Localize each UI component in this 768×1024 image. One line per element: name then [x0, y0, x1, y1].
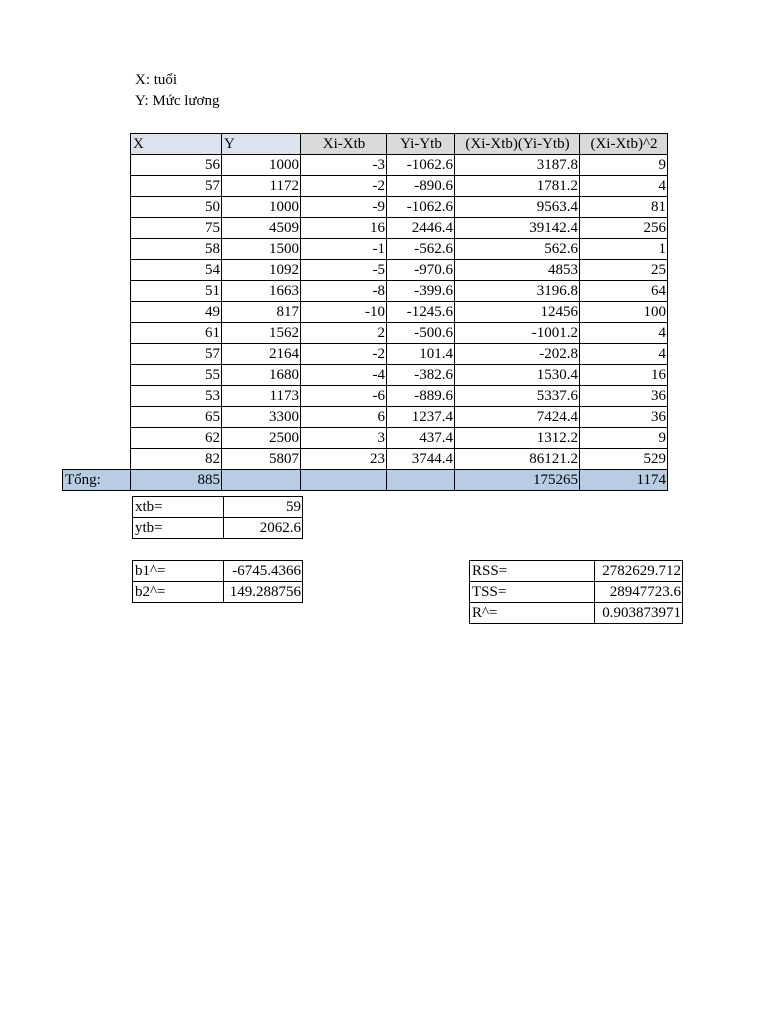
row-spacer	[63, 302, 131, 323]
cell-cross-product[interactable]: 7424.4	[455, 407, 580, 428]
b2-row	[133, 582, 303, 603]
table-row	[63, 260, 668, 281]
row-spacer	[63, 176, 131, 197]
cell-y-deviation[interactable]: 2446.4	[387, 218, 455, 239]
goodness-of-fit-table	[469, 560, 683, 624]
table-row	[63, 302, 668, 323]
xtb-value[interactable]: 59	[224, 497, 303, 518]
cell-cross-product[interactable]: 1312.2	[455, 428, 580, 449]
cell-x-deviation-squared[interactable]: 81	[580, 197, 668, 218]
cell-cross-product[interactable]: 4853	[455, 260, 580, 281]
cell-x-deviation-squared[interactable]: 100	[580, 302, 668, 323]
cell-cross-product[interactable]: 9563.4	[455, 197, 580, 218]
table-row	[63, 344, 668, 365]
cell-y-deviation[interactable]: -890.6	[387, 176, 455, 197]
ytb-value[interactable]: 2062.6	[224, 518, 303, 539]
cell-y[interactable]: 5807	[222, 449, 301, 470]
cell-y-deviation[interactable]: -382.6	[387, 365, 455, 386]
cell-cross-product[interactable]: 1530.4	[455, 365, 580, 386]
cell-x-deviation[interactable]: 2	[301, 323, 387, 344]
table-row	[63, 176, 668, 197]
cell-x-deviation-squared[interactable]: 25	[580, 260, 668, 281]
r-squared-label[interactable]: R^=	[470, 603, 595, 624]
r-squared-row	[470, 603, 683, 624]
cell-y[interactable]: 1680	[222, 365, 301, 386]
row-spacer	[63, 344, 131, 365]
table-row	[63, 365, 668, 386]
total-label[interactable]: Tổng:	[63, 470, 131, 491]
cell-y-deviation[interactable]: -970.6	[387, 260, 455, 281]
cell-x-deviation[interactable]: -8	[301, 281, 387, 302]
cell-y-deviation[interactable]: -562.6	[387, 239, 455, 260]
cell-x-deviation[interactable]: -6	[301, 386, 387, 407]
b1-label[interactable]: b1^=	[133, 561, 224, 582]
total-y-cell[interactable]	[222, 470, 301, 491]
rss-label[interactable]: RSS=	[470, 561, 595, 582]
row-spacer	[63, 407, 131, 428]
cell-x-deviation[interactable]: -1	[301, 239, 387, 260]
cell-y-deviation[interactable]: -399.6	[387, 281, 455, 302]
cell-y[interactable]: 1172	[222, 176, 301, 197]
cell-y[interactable]: 4509	[222, 218, 301, 239]
cell-y-deviation[interactable]: 3744.4	[387, 449, 455, 470]
cell-x[interactable]: 82	[131, 449, 222, 470]
cell-y-deviation[interactable]: -1062.6	[387, 155, 455, 176]
cell-x-deviation-squared[interactable]: 64	[580, 281, 668, 302]
xtb-label[interactable]: xtb=	[133, 497, 224, 518]
table-row	[63, 197, 668, 218]
cell-x-deviation[interactable]: 16	[301, 218, 387, 239]
cell-y[interactable]: 1000	[222, 197, 301, 218]
cell-y[interactable]: 2164	[222, 344, 301, 365]
b2-value[interactable]: 149.288756	[224, 582, 303, 603]
cell-y-deviation[interactable]: 1237.4	[387, 407, 455, 428]
cell-x-deviation[interactable]: 6	[301, 407, 387, 428]
row-spacer	[63, 428, 131, 449]
cell-y-deviation[interactable]: -1245.6	[387, 302, 455, 323]
cell-x-deviation[interactable]: -10	[301, 302, 387, 323]
cell-x-deviation-squared[interactable]: 4	[580, 176, 668, 197]
row-spacer	[63, 386, 131, 407]
rss-value[interactable]: 2782629.712	[595, 561, 683, 582]
table-row	[63, 239, 668, 260]
cell-x-deviation[interactable]: 23	[301, 449, 387, 470]
cell-x-deviation[interactable]: -9	[301, 197, 387, 218]
header-cross-product[interactable]: (Xi-Xtb)(Yi-Ytb)	[455, 134, 580, 155]
b2-label[interactable]: b2^=	[133, 582, 224, 603]
cell-x-deviation-squared[interactable]: 36	[580, 386, 668, 407]
total-row	[63, 470, 668, 491]
cell-x[interactable]: 50	[131, 197, 222, 218]
regression-data-table	[62, 133, 668, 491]
tss-row	[470, 582, 683, 603]
tss-value[interactable]: 28947723.6	[595, 582, 683, 603]
table-row	[63, 323, 668, 344]
cell-cross-product[interactable]: 5337.6	[455, 386, 580, 407]
table-row	[63, 155, 668, 176]
row-spacer	[63, 239, 131, 260]
cell-cross-product[interactable]: 3196.8	[455, 281, 580, 302]
tss-label[interactable]: TSS=	[470, 582, 595, 603]
cell-y[interactable]: 1173	[222, 386, 301, 407]
cell-x[interactable]: 51	[131, 281, 222, 302]
cell-cross-product[interactable]: 1781.2	[455, 176, 580, 197]
header-x-deviation[interactable]: Xi-Xtb	[301, 134, 387, 155]
ytb-row	[133, 518, 303, 539]
cell-x-deviation-squared[interactable]: 16	[580, 365, 668, 386]
total-cross-product-sum[interactable]: 175265	[455, 470, 580, 491]
cell-x-deviation[interactable]: -2	[301, 176, 387, 197]
cell-y[interactable]: 3300	[222, 407, 301, 428]
table-row	[63, 218, 668, 239]
cell-x-deviation-squared[interactable]: 256	[580, 218, 668, 239]
cell-x-deviation-squared[interactable]: 4	[580, 323, 668, 344]
total-x-deviation-cell[interactable]	[301, 470, 387, 491]
table-row	[63, 281, 668, 302]
row-spacer	[63, 449, 131, 470]
xtb-row	[133, 497, 303, 518]
cell-x[interactable]: 61	[131, 323, 222, 344]
header-x[interactable]: X	[131, 134, 222, 155]
cell-x[interactable]: 57	[131, 176, 222, 197]
cell-x-deviation-squared[interactable]: 9	[580, 155, 668, 176]
cell-x-deviation-squared[interactable]: 4	[580, 344, 668, 365]
row-spacer	[63, 281, 131, 302]
cell-y[interactable]: 2500	[222, 428, 301, 449]
variable-y-definition: Y: Mức lương	[135, 93, 220, 109]
cell-y[interactable]: 1663	[222, 281, 301, 302]
means-table	[132, 496, 303, 539]
rss-row	[470, 561, 683, 582]
cell-y[interactable]: 1562	[222, 323, 301, 344]
cell-x-deviation-squared[interactable]: 529	[580, 449, 668, 470]
cell-y-deviation[interactable]: -1062.6	[387, 197, 455, 218]
b1-value[interactable]: -6745.4366	[224, 561, 303, 582]
cell-y[interactable]: 1500	[222, 239, 301, 260]
cell-x[interactable]: 49	[131, 302, 222, 323]
row-spacer	[63, 323, 131, 344]
cell-x-deviation[interactable]: -3	[301, 155, 387, 176]
coefficients-table	[132, 560, 303, 603]
cell-x-deviation[interactable]: -5	[301, 260, 387, 281]
cell-y[interactable]: 1000	[222, 155, 301, 176]
cell-x-deviation-squared[interactable]: 9	[580, 428, 668, 449]
cell-y[interactable]: 1092	[222, 260, 301, 281]
cell-x[interactable]: 53	[131, 386, 222, 407]
cell-cross-product[interactable]: -202.8	[455, 344, 580, 365]
table-row	[63, 386, 668, 407]
cell-x[interactable]: 65	[131, 407, 222, 428]
b1-row	[133, 561, 303, 582]
cell-cross-product[interactable]: 12456	[455, 302, 580, 323]
total-x-sum[interactable]: 885	[131, 470, 222, 491]
cell-x[interactable]: 55	[131, 365, 222, 386]
header-y-deviation[interactable]: Yi-Ytb	[387, 134, 455, 155]
ytb-label[interactable]: ytb=	[133, 518, 224, 539]
row-spacer	[63, 260, 131, 281]
header-row	[63, 134, 668, 155]
cell-x-deviation[interactable]: -4	[301, 365, 387, 386]
cell-y-deviation[interactable]: 437.4	[387, 428, 455, 449]
row-spacer	[63, 218, 131, 239]
total-y-deviation-cell[interactable]	[387, 470, 455, 491]
cell-x[interactable]: 62	[131, 428, 222, 449]
cell-x-deviation-squared[interactable]: 36	[580, 407, 668, 428]
variable-x-definition: X: tuổi	[135, 72, 178, 88]
cell-x-deviation[interactable]: -2	[301, 344, 387, 365]
cell-cross-product[interactable]: 562.6	[455, 239, 580, 260]
cell-x[interactable]: 57	[131, 344, 222, 365]
cell-y-deviation[interactable]: -500.6	[387, 323, 455, 344]
cell-y-deviation[interactable]: 101.4	[387, 344, 455, 365]
cell-y[interactable]: 817	[222, 302, 301, 323]
header-spacer	[63, 134, 131, 155]
table-row	[63, 407, 668, 428]
cell-y-deviation[interactable]: -889.6	[387, 386, 455, 407]
cell-x-deviation-squared[interactable]: 1	[580, 239, 668, 260]
row-spacer	[63, 365, 131, 386]
cell-x[interactable]: 75	[131, 218, 222, 239]
table-row	[63, 449, 668, 470]
cell-cross-product[interactable]: 3187.8	[455, 155, 580, 176]
table-row	[63, 428, 668, 449]
cell-x[interactable]: 56	[131, 155, 222, 176]
cell-x[interactable]: 58	[131, 239, 222, 260]
row-spacer	[63, 197, 131, 218]
cell-cross-product[interactable]: 39142.4	[455, 218, 580, 239]
cell-x-deviation[interactable]: 3	[301, 428, 387, 449]
header-y[interactable]: Y	[222, 134, 301, 155]
total-x-deviation-squared-sum[interactable]: 1174	[580, 470, 668, 491]
cell-cross-product[interactable]: 86121.2	[455, 449, 580, 470]
row-spacer	[63, 155, 131, 176]
cell-cross-product[interactable]: -1001.2	[455, 323, 580, 344]
r-squared-value[interactable]: 0.903873971	[595, 603, 683, 624]
cell-x[interactable]: 54	[131, 260, 222, 281]
header-x-deviation-squared[interactable]: (Xi-Xtb)^2	[580, 134, 668, 155]
